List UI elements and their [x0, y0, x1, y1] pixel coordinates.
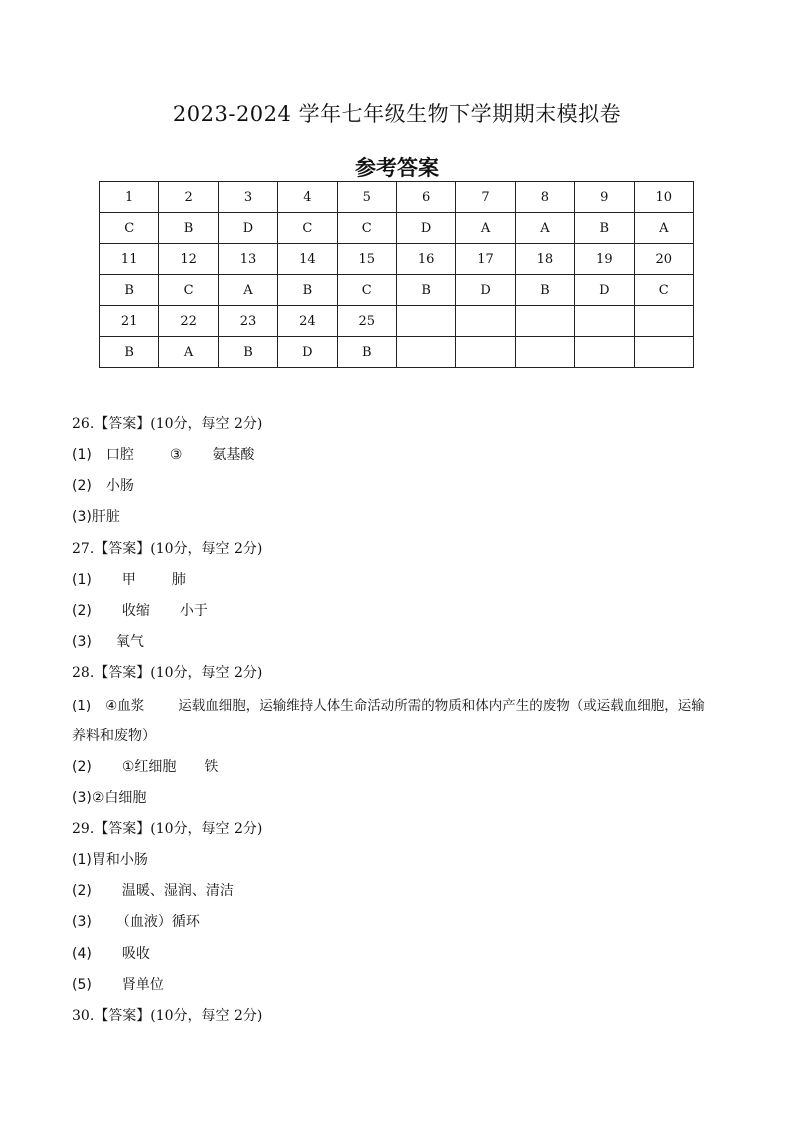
q27-3-a: 氧气: [115, 634, 144, 650]
question-number-row: [100, 182, 694, 213]
question-number-cell: 10: [634, 182, 693, 213]
question-number-cell: [515, 306, 574, 337]
q29-4-num: (4): [72, 946, 92, 962]
q29-header: 29.【答案】(10分，每空 2分): [72, 821, 263, 837]
question-number-cell: [575, 306, 634, 337]
q26-2-num: (2): [72, 478, 92, 494]
q27-2-a: 收缩: [121, 603, 150, 619]
question-number-cell: 23: [218, 306, 277, 337]
question-number-cell: 3: [218, 182, 277, 213]
q29-4-a: 吸收: [121, 946, 150, 962]
answer-cell: D: [218, 213, 277, 244]
q30-header: 30.【答案】(10分，每空 2分): [72, 1008, 263, 1024]
q29-answer-2: [72, 880, 234, 900]
q27-3-num: (3): [72, 634, 92, 650]
answer-cell: B: [575, 213, 634, 244]
answer-cell: A: [634, 213, 693, 244]
q29-5-num: (5): [72, 977, 92, 993]
q27-2-b: 小于: [179, 603, 208, 619]
question-number-cell: 20: [634, 244, 693, 275]
question-number-cell: 9: [575, 182, 634, 213]
answer-cell: A: [456, 213, 515, 244]
answer-cell: B: [515, 275, 574, 306]
q27-2-num: (2): [72, 603, 92, 619]
answer-row: [100, 337, 694, 368]
q28-1-num: (1): [72, 698, 92, 714]
q29-5-a: 肾单位: [121, 977, 164, 993]
answer-cell: B: [218, 337, 277, 368]
q26-2-a: 小肠: [105, 478, 134, 494]
q27-1-b: 肺: [171, 572, 186, 588]
q27-header: 27.【答案】(10分，每空 2分): [72, 541, 263, 557]
question-number-cell: 21: [100, 306, 159, 337]
answer-cell: C: [278, 213, 337, 244]
q26-answer-3: (3)肝脏: [72, 509, 120, 525]
question-number-cell: 24: [278, 306, 337, 337]
question-number-cell: 19: [575, 244, 634, 275]
q28-2-a: ①红细胞: [121, 759, 177, 775]
q27-answer-2: [72, 600, 208, 620]
question-number-cell: 5: [337, 182, 396, 213]
q29-answer-1: (1)胃和小肠: [72, 852, 148, 868]
q28-1-b: 运载血细胞，运输维持人体生命活动所需的物质和体内产生的废物（或运载血细胞，运输: [178, 698, 705, 714]
question-number-cell: 17: [456, 244, 515, 275]
question-number-row: [100, 244, 694, 275]
q29-answer-4: [72, 943, 150, 963]
answer-cell: [634, 337, 693, 368]
question-number-cell: 1: [100, 182, 159, 213]
answer-cell: B: [337, 337, 396, 368]
q29-3-a: （血液）循环: [115, 914, 200, 930]
answer-cell: C: [634, 275, 693, 306]
answer-table: [99, 181, 694, 368]
answer-cell: B: [396, 275, 455, 306]
q28-2-b: 铁: [204, 759, 219, 775]
q27-answer-3: [72, 631, 144, 651]
q28-answer-3: (3)②白细胞: [72, 790, 147, 806]
answer-cell: B: [278, 275, 337, 306]
q26-answer-1: [72, 444, 254, 464]
q29-answer-5: [72, 974, 164, 994]
answer-cell: A: [515, 213, 574, 244]
answer-cell: [396, 337, 455, 368]
q29-3-num: (3): [72, 914, 92, 930]
q29-answer-3: [72, 911, 200, 931]
q28-header: 28.【答案】(10分，每空 2分): [72, 665, 263, 681]
question-number-cell: [456, 306, 515, 337]
question-number-cell: 2: [159, 182, 218, 213]
q28-answer-2: [72, 756, 218, 776]
question-number-cell: 8: [515, 182, 574, 213]
answer-cell: B: [100, 337, 159, 368]
answer-cell: C: [100, 213, 159, 244]
question-number-cell: 11: [100, 244, 159, 275]
question-number-cell: 16: [396, 244, 455, 275]
q26-1-a: 口腔: [105, 447, 134, 463]
question-number-cell: 6: [396, 182, 455, 213]
answer-cell: D: [456, 275, 515, 306]
q28-1-a: ④血浆: [105, 698, 145, 714]
answer-cell: [456, 337, 515, 368]
q26-answer-2: [72, 475, 134, 495]
question-number-cell: 15: [337, 244, 396, 275]
question-number-cell: [396, 306, 455, 337]
answer-cell: B: [100, 275, 159, 306]
q29-2-num: (2): [72, 883, 92, 899]
q27-1-num: (1): [72, 572, 92, 588]
answer-cell: A: [159, 337, 218, 368]
document-title: 2023-2024 学年七年级生物下学期期末模拟卷: [172, 102, 622, 126]
answer-cell: D: [575, 275, 634, 306]
answer-cell: [575, 337, 634, 368]
answer-cell: D: [396, 213, 455, 244]
q29-2-a: 温暖、湿润、清洁: [121, 883, 234, 899]
answer-cell: A: [218, 275, 277, 306]
answer-row: [100, 275, 694, 306]
q28-answer-1-cont: 养料和废物）: [72, 728, 156, 744]
answer-cell: [515, 337, 574, 368]
q26-1-num: (1): [72, 447, 92, 463]
answer-row: [100, 213, 694, 244]
question-number-row: [100, 306, 694, 337]
question-number-cell: 13: [218, 244, 277, 275]
q27-1-a: 甲: [121, 572, 136, 588]
q26-header: 26.【答案】(10分，每空 2分): [72, 416, 263, 432]
question-number-cell: 7: [456, 182, 515, 213]
question-number-cell: [634, 306, 693, 337]
answer-cell: C: [337, 275, 396, 306]
answer-cell: B: [159, 213, 218, 244]
question-number-cell: 25: [337, 306, 396, 337]
answer-cell: D: [278, 337, 337, 368]
q27-answer-1: [72, 569, 186, 589]
q26-1-c: 氨基酸: [212, 447, 255, 463]
question-number-cell: 4: [278, 182, 337, 213]
answer-key-heading: 参考答案: [355, 156, 439, 180]
question-number-cell: 18: [515, 244, 574, 275]
q28-answer-1: [72, 694, 705, 714]
answer-cell: C: [159, 275, 218, 306]
question-number-cell: 14: [278, 244, 337, 275]
question-number-cell: 22: [159, 306, 218, 337]
question-number-cell: 12: [159, 244, 218, 275]
answer-cell: C: [337, 213, 396, 244]
q26-1-b: ③: [169, 447, 183, 463]
q28-2-num: (2): [72, 759, 92, 775]
